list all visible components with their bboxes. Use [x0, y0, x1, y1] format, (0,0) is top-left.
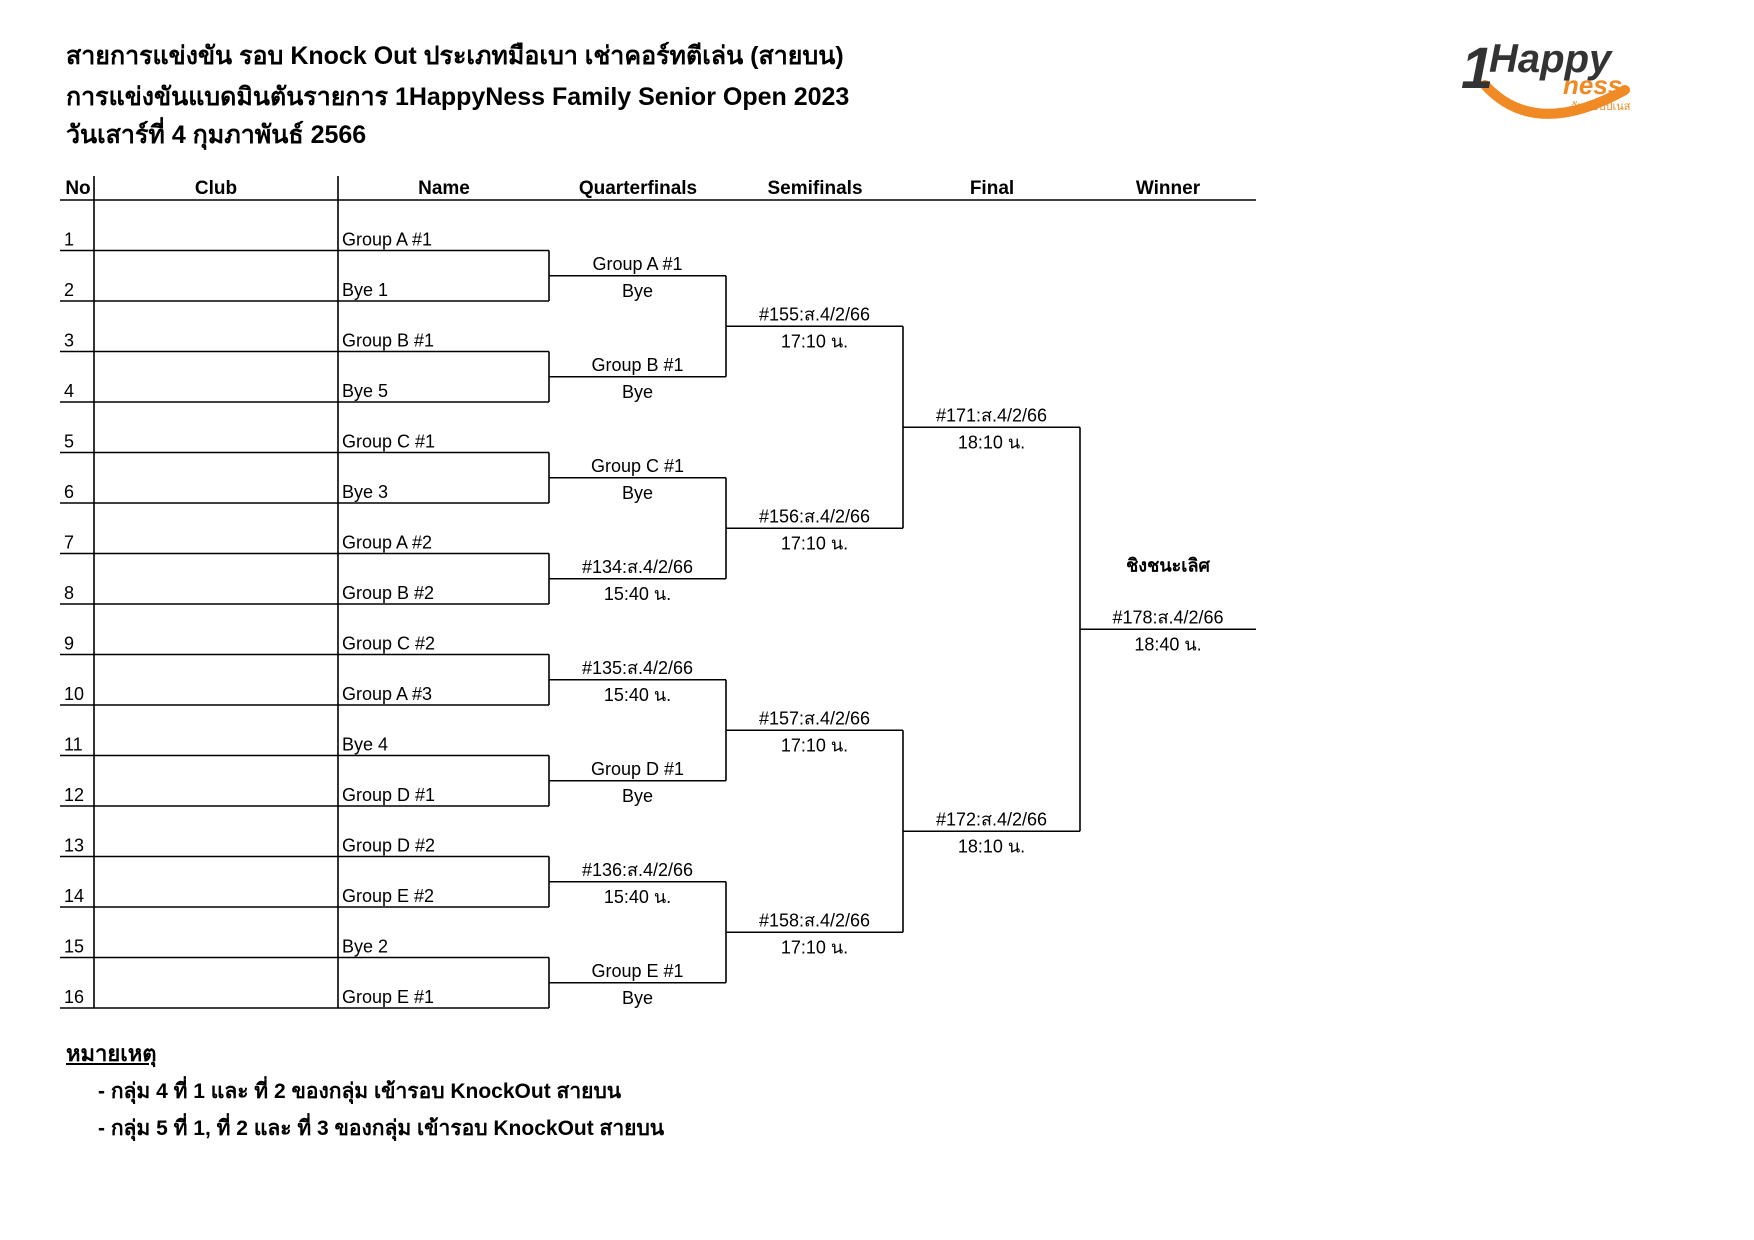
entrant-name: Group D #2 [342, 835, 436, 856]
entrant-no: 15 [64, 936, 85, 957]
winner-match-time: 18:40 น. [1134, 634, 1202, 655]
entrant-name: Group C #2 [342, 633, 436, 654]
sf-match-label: #155:ส.4/2/66 [758, 304, 871, 325]
qf-match-label: #136:ส.4/2/66 [581, 859, 694, 880]
qf-match-label: #134:ส.4/2/66 [581, 556, 694, 577]
entrant-no: 11 [64, 734, 83, 755]
entrant-name: Group A #2 [342, 532, 433, 553]
title-line-3: วันเสาร์ที่ 4 กุมภาพันธ์ 2566 [66, 121, 367, 149]
notes-line-1: - กลุ่ม 4 ที่ 1 และ ที่ 2 ของกลุ่ม เข้ารอบ KnockOut สายบน [98, 1080, 622, 1103]
entrant-name: Group B #2 [342, 583, 435, 603]
qf-match-time: 15:40 น. [603, 886, 672, 907]
entrant-name: Group E #2 [342, 886, 435, 906]
notes-title: หมายเหตุ [66, 1041, 157, 1066]
logo-text-main: Happy [1489, 37, 1612, 81]
entrant-name: Bye 3 [342, 482, 389, 502]
entrant-no: 12 [64, 785, 85, 805]
entrant-no: 2 [64, 280, 75, 300]
column-header-final: Final [969, 178, 1015, 199]
qf-match-time: Bye [621, 381, 654, 402]
entrant-name: Group E #1 [342, 987, 435, 1007]
qf-match-label: Group C #1 [590, 455, 685, 476]
qf-match-time: Bye [621, 482, 654, 503]
entrant-name: Bye 1 [342, 280, 389, 300]
final-match-label: #171:ส.4/2/66 [935, 405, 1048, 426]
entrant-name: Group A #1 [342, 229, 433, 250]
winner-match-label: #178:ส.4/2/66 [1112, 607, 1224, 628]
column-header-quarterfinals: Quarterfinals [578, 178, 698, 199]
logo-caption: วันแฮปปี้เนส [1571, 101, 1631, 113]
entrant-no: 13 [64, 835, 85, 856]
column-header-semifinals: Semifinals [767, 178, 863, 199]
entrant-name: Bye 5 [342, 381, 389, 401]
entrant-no: 5 [64, 431, 75, 452]
notes-section [66, 1036, 664, 1145]
sf-match-time: 17:10 น. [780, 533, 849, 554]
entrant-name: Group A #3 [342, 684, 433, 704]
qf-match-time: Bye [621, 987, 654, 1008]
sf-match-label: #158:ส.4/2/66 [758, 910, 871, 931]
entrant-no: 10 [64, 684, 85, 704]
title-line-1: สายการแข่งขัน รอบ Knock Out ประเภทมือเบา เช่าคอร์ทตีเล่น (สายบน) [66, 42, 844, 70]
entrant-no: 6 [64, 482, 75, 502]
entrant-no: 3 [64, 330, 75, 351]
qf-match-label: Group D #1 [590, 758, 685, 779]
entrant-no: 7 [64, 532, 75, 553]
qf-match-time: Bye [621, 785, 654, 806]
qf-match-time: Bye [621, 280, 654, 301]
entrant-no: 1 [64, 229, 75, 250]
qf-match-label: Group B #1 [591, 354, 684, 375]
qf-match-label: Group E #1 [591, 960, 684, 981]
qf-match-time: 15:40 น. [603, 684, 672, 705]
column-header-club: Club [194, 178, 238, 199]
entrant-name: Group D #1 [342, 785, 436, 805]
logo-text-sub: ness [1563, 70, 1623, 100]
qf-match-label: #135:ส.4/2/66 [581, 657, 694, 678]
sf-match-label: #156:ส.4/2/66 [758, 506, 871, 527]
final-match-time: 18:10 น. [957, 836, 1026, 857]
final-match-time: 18:10 น. [957, 432, 1026, 453]
sf-match-time: 17:10 น. [780, 735, 849, 756]
sf-match-time: 17:10 น. [780, 331, 849, 352]
winner-label: ชิงชนะเลิศ [1126, 555, 1210, 576]
sf-match-label: #157:ส.4/2/66 [758, 708, 871, 729]
sf-match-time: 17:10 น. [780, 937, 849, 958]
entrant-no: 9 [64, 633, 75, 654]
entrant-no: 14 [64, 886, 85, 906]
column-header-winner: Winner [1135, 178, 1201, 199]
entrant-no: 8 [64, 583, 75, 603]
column-header-no: No [65, 178, 91, 199]
final-match-label: #172:ส.4/2/66 [935, 809, 1048, 830]
logo-numeral: 1 [1461, 36, 1494, 101]
qf-match-label: Group A #1 [592, 253, 683, 274]
entrant-name: Bye 2 [342, 936, 389, 957]
qf-match-time: 15:40 น. [603, 583, 672, 604]
entrant-name: Group B #1 [342, 330, 435, 351]
entrant-no: 16 [64, 987, 85, 1007]
column-header-name: Name [418, 178, 470, 199]
entrant-name: Group C #1 [342, 431, 436, 452]
entrant-name: Bye 4 [342, 734, 389, 755]
notes-line-2: - กลุ่ม 5 ที่ 1, ที่ 2 และ ที่ 3 ของกลุ่ม เข้ารอบ KnockOut สายบน [98, 1117, 665, 1140]
title-line-2: การแข่งขันแบดมินตันรายการ 1HappyNess Family Senior Open 2023 [66, 83, 850, 111]
entrant-no: 4 [64, 381, 75, 401]
